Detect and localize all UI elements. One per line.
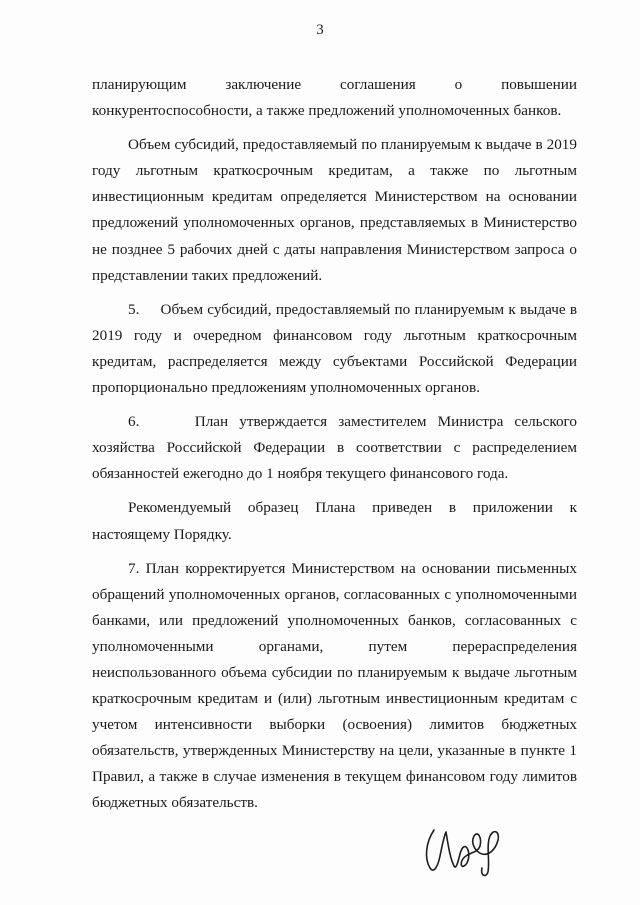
handwritten-signature-icon xyxy=(420,818,510,880)
paragraph-continuation xyxy=(92,72,577,124)
page-number: 3 xyxy=(316,22,324,38)
paragraph-item-5: 5. Объем субсидий, предоставляемый по планируемым к выдаче в 2019 году и очередном финансовом году льготным краткосрочным кредитам, распределяется между субъектами Российской Федерации пропорционально предложениям уполномоченных органов. xyxy=(92,300,577,397)
paragraph-continuation-rest: конкурентоспособности, а также предложений уполномоченных банков. xyxy=(92,102,562,120)
paragraph-item-6: 6. План утверждается заместителем Министра сельского хозяйства Российской Федерации в соответствии с распределением обязанностей ежегодно до 1 ноября текущего финансового года. xyxy=(92,413,577,483)
paragraph-continuation-first-line: планирующим заключение соглашения о повышении xyxy=(92,76,577,93)
paragraph-subsidy-volume: Объем субсидий, предоставляемый по планируемым к выдаче в 2019 году льготным краткосрочным кредитам, а также по льготным инвестиционным кредитам определяется Министерством на основании предложений уполномоченных органов, представляемых в Министерство не позднее 5 рабочих дней с даты направления Министерством запроса о представлении таких предложений. xyxy=(92,136,577,284)
document-body xyxy=(92,72,577,817)
paragraph-sample-plan: Рекомендуемый образец Плана приведен в приложении к настоящему Порядку. xyxy=(92,499,577,543)
paragraph-item-7: 7. План корректируется Министерством на основании письменных обращений уполномоченных органов, согласованных с уполномоченными банками, или предложений уполномоченных банков, согласованных с уполномоченными органами, путем перераспределения неиспользованного объема субсидии по планируемым к выдаче льготным краткосрочным кредитам и (или) льготным инвестиционным кредитам с учетом интенсивности выборки (освоения) лимитов бюджетных обязательств, утвержденных Министерству на цели, указанные в пункте 1 Правил, а также в случае изменения в текущем финансовом году лимитов бюджетных обязательств. xyxy=(92,559,577,812)
